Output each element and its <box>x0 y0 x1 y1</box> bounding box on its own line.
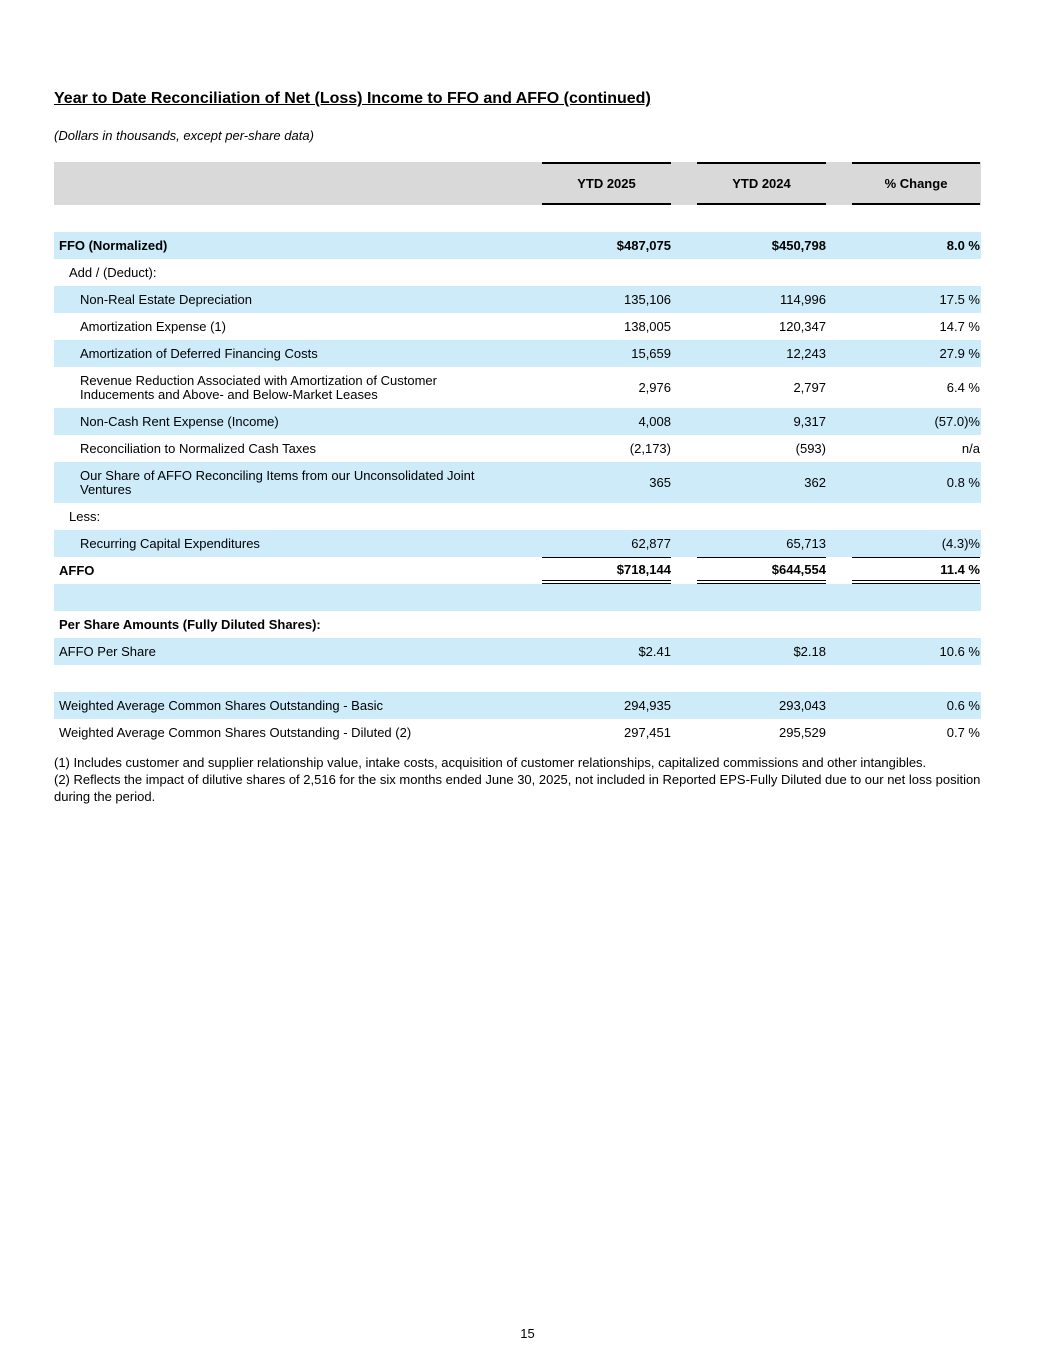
table-row-amortization-expense <box>54 313 981 340</box>
table-row-affo-per-share <box>54 638 981 665</box>
value-ytd-2025: (2,173) <box>629 441 671 456</box>
value-ytd-2025: 138,005 <box>624 319 671 334</box>
row-label: Reconciliation to Normalized Cash Taxes <box>80 440 317 456</box>
row-label: Non-Cash Rent Expense (Income) <box>80 413 279 429</box>
value-pct-change: 6.4 % <box>946 380 980 395</box>
value-ytd-2024: 65,713 <box>786 536 826 551</box>
value-pct-change: 0.7 % <box>946 725 980 740</box>
row-label: Weighted Average Common Shares Outstanding - Diluted (2) <box>59 724 412 740</box>
value-ytd-2025: $487,075 <box>616 238 671 253</box>
value-ytd-2025: 2,976 <box>638 380 671 395</box>
table-row-cash-taxes <box>54 435 981 462</box>
value-ytd-2024: 120,347 <box>779 319 826 334</box>
row-label: Amortization of Deferred Financing Costs <box>80 345 318 361</box>
value-ytd-2024: 293,043 <box>779 698 826 713</box>
value-pct-change: 8.0 % <box>946 238 980 253</box>
value-pct-change: (4.3)% <box>941 536 980 551</box>
table-row-jv-share <box>54 462 981 503</box>
column-header-pct-change: % Change <box>852 162 980 205</box>
value-pct-change: 17.5 % <box>939 292 980 307</box>
table-row-per-share-header <box>54 611 981 638</box>
table-row-weighted-avg-basic <box>54 692 981 719</box>
value-ytd-2024: 9,317 <box>793 414 826 429</box>
table-header-row <box>54 162 981 205</box>
row-label: Our Share of AFFO Reconciling Items from our Unconsolidated Joint Ventures <box>80 467 475 497</box>
value-pct-change: n/a <box>961 441 980 456</box>
value-ytd-2024: 114,996 <box>779 292 826 307</box>
value-ytd-2025: $2.41 <box>638 644 671 659</box>
page-title: Year to Date Reconciliation of Net (Loss) Income to FFO and AFFO (continued) <box>54 90 651 107</box>
value-ytd-2025: 365 <box>649 475 671 490</box>
table-row-non-real-estate-depreciation <box>54 286 981 313</box>
table-row-weighted-avg-diluted <box>54 719 981 746</box>
value-ytd-2025: $718,144 <box>542 557 671 584</box>
value-pct-change: 10.6 % <box>939 644 980 659</box>
value-ytd-2025: 15,659 <box>631 346 671 361</box>
table-row-revenue-reduction <box>54 367 981 408</box>
value-pct-change: 14.7 % <box>939 319 980 334</box>
row-label: Recurring Capital Expenditures <box>80 535 260 551</box>
value-ytd-2024: $450,798 <box>771 238 826 253</box>
table-row-recurring-capex <box>54 530 981 557</box>
table-row-non-cash-rent <box>54 408 981 435</box>
blank-row <box>54 665 981 692</box>
spacer-row <box>54 205 981 232</box>
value-pct-change: 11.4 % <box>852 557 980 584</box>
table-row-less <box>54 503 981 530</box>
value-ytd-2025: 4,008 <box>638 414 671 429</box>
value-ytd-2025: 135,106 <box>624 292 671 307</box>
row-label: FFO (Normalized) <box>59 237 168 253</box>
table-row-amortization-deferred-financing <box>54 340 981 367</box>
value-ytd-2024: 362 <box>804 475 826 490</box>
value-ytd-2025: 294,935 <box>624 698 671 713</box>
value-pct-change: 0.6 % <box>946 698 980 713</box>
value-ytd-2024: 12,243 <box>786 346 826 361</box>
units-note: (Dollars in thousands, except per-share data) <box>54 128 314 143</box>
table-row-ffo <box>54 232 981 259</box>
row-label: Per Share Amounts (Fully Diluted Shares): <box>59 616 321 632</box>
footnote-2: (2) Reflects the impact of dilutive shares of 2,516 for the six months ended June 30, 2025, not included in Reported EPS-Fully Diluted due to our net loss position during the period. <box>54 772 981 804</box>
blank-row <box>54 584 981 611</box>
row-label: AFFO Per Share <box>59 643 156 659</box>
footnote-1: (1) Includes customer and supplier relationship value, intake costs, acquisition of customer relationships, capitalized commissions and other intangibles. <box>54 755 927 770</box>
value-ytd-2024: 2,797 <box>793 380 826 395</box>
value-pct-change: (57.0)% <box>934 414 980 429</box>
value-ytd-2024: $644,554 <box>697 557 826 584</box>
value-pct-change: 0.8 % <box>946 475 980 490</box>
value-pct-change: 27.9 % <box>939 346 980 361</box>
column-header-ytd-2025: YTD 2025 <box>542 162 671 205</box>
value-ytd-2025: 62,877 <box>631 536 671 551</box>
value-ytd-2024: $2.18 <box>793 644 826 659</box>
row-label: Less: <box>69 508 101 524</box>
column-header-ytd-2024: YTD 2024 <box>697 162 826 205</box>
row-label: Amortization Expense (1) <box>80 318 226 334</box>
footnotes <box>54 754 984 805</box>
row-label: Non-Real Estate Depreciation <box>80 291 252 307</box>
value-ytd-2025: 297,451 <box>624 725 671 740</box>
row-label: Revenue Reduction Associated with Amortization of Customer Inducements and Above- and Below-Market Leases <box>80 372 437 402</box>
table-row-affo <box>54 557 981 584</box>
row-label: AFFO <box>59 562 95 578</box>
reconciliation-table <box>54 162 981 746</box>
table-row-add-deduct <box>54 259 981 286</box>
value-ytd-2024: (593) <box>795 441 826 456</box>
value-ytd-2024: 295,529 <box>779 725 826 740</box>
page-number: 15 <box>520 1326 535 1341</box>
row-label: Weighted Average Common Shares Outstanding - Basic <box>59 697 383 713</box>
row-label: Add / (Deduct): <box>69 264 157 280</box>
